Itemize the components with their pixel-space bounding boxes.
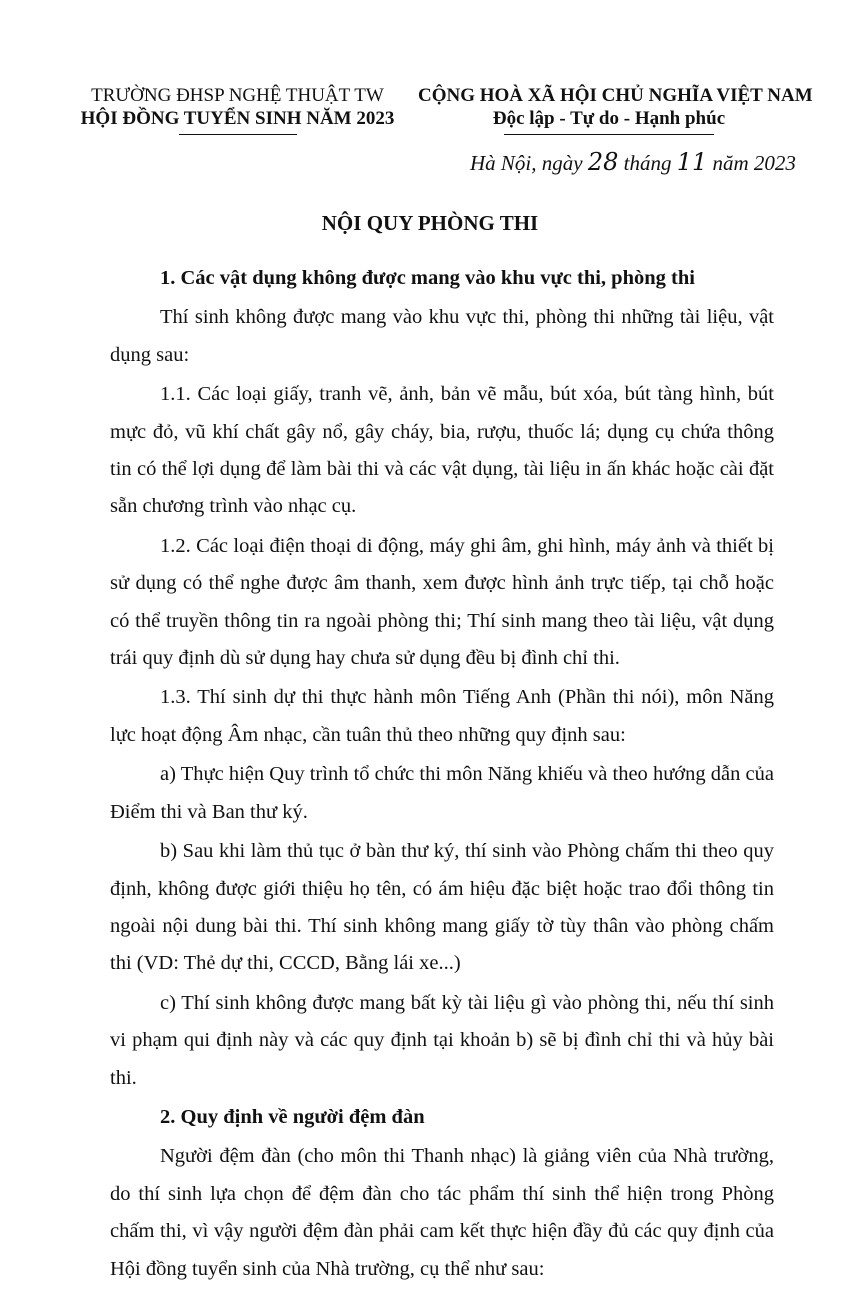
motto-underline	[504, 134, 714, 135]
council-name: HỘI ĐỒNG TUYỂN SINH NĂM 2023	[80, 108, 395, 129]
item-a: a) Thực hiện Quy trình tổ chức thi môn Năng khiếu và theo hướng dẫn của Điểm thi và Ban thư ký.	[110, 763, 774, 823]
dateline-month: 11	[676, 148, 708, 176]
section-1-heading: 1. Các vật dụng không được mang vào khu vực thi, phòng thi	[160, 267, 695, 289]
issuer-block	[80, 84, 395, 135]
section-2-paragraph: Người đệm đàn (cho môn thi Thanh nhạc) là giảng viên của Nhà trường, do thí sinh lựa chọn để đệm đàn cho tác phẩm thí sinh thể hiện trong Phòng chấm thi, vì vậy người đệm đàn phải cam kết thực hiện đầy đủ các quy định của Hội đồng tuyển sinh của Nhà trường, cụ thể như sau:	[110, 1145, 774, 1280]
item-c: c) Thí sinh không được mang bất kỳ tài liệu gì vào phòng thi, nếu thí sinh vi phạm qui định này và các quy định tại khoản b) sẽ bị đình chỉ thi và hủy bài thi.	[110, 991, 774, 1089]
item-1-3: 1.3. Thí sinh dự thi thực hành môn Tiếng Anh (Phần thi nói), môn Năng lực hoạt động Âm nhạc, cần tuân thủ theo những quy định sau:	[110, 686, 774, 746]
item-1-1: 1.1. Các loại giấy, tranh vẽ, ảnh, bản vẽ mẫu, bút xóa, bút tàng hình, bút mực đỏ, vũ khí chất gây nổ, gây cháy, bia, rượu, thuốc lá; dụng cụ chứa thông tin có thể lợi dụng để làm bài thi và các vật dụng, tài liệu in ấn khác hoặc cài đặt sẵn chương trình vào nhạc cụ.	[110, 383, 774, 518]
document-body	[110, 260, 774, 1290]
dateline-prefix: Hà Nội, ngày	[470, 151, 588, 175]
school-name: TRƯỜNG ĐHSP NGHỆ THUẬT TW	[91, 85, 384, 106]
dateline	[470, 148, 796, 176]
dateline-suffix: năm 2023	[707, 151, 796, 175]
issuer-underline	[179, 134, 297, 135]
document-title: NỘI QUY PHÒNG THI	[321, 211, 539, 235]
dateline-middle: tháng	[618, 151, 677, 175]
section-2-heading: 2. Quy định về người đệm đàn	[160, 1105, 425, 1128]
country-name: CỘNG HOÀ XÃ HỘI CHỦ NGHĨA VIỆT NAM	[418, 85, 813, 106]
dateline-day: 28	[587, 148, 619, 176]
motto: Độc lập - Tự do - Hạnh phúc	[492, 108, 726, 129]
item-b: b) Sau khi làm thủ tục ở bàn thư ký, thí sinh vào Phòng chấm thi theo quy định, không được giới thiệu họ tên, có ám hiệu đặc biệt hoặc trao đổi thông tin ngoài nội dung bài thi. Thí sinh không mang giấy tờ tùy thân vào phòng chấm thi (VD: Thẻ dự thi, CCCD, Bằng lái xe...)	[110, 840, 774, 975]
section-1-intro: Thí sinh không được mang vào khu vực thi, phòng thi những tài liệu, vật dụng sau:	[110, 306, 774, 366]
national-motto-block	[418, 84, 813, 135]
item-1-2: 1.2. Các loại điện thoại di động, máy ghi âm, ghi hình, máy ảnh và thiết bị sử dụng có thể nghe được âm thanh, xem được hình ảnh trực tiếp, tại chỗ hoặc có thể truyền thông tin ra ngoài phòng thi; Thí sinh mang theo tài liệu, vật dụng trái quy định dù sử dụng hay chưa sử dụng đều bị đình chỉ thi.	[110, 534, 774, 670]
